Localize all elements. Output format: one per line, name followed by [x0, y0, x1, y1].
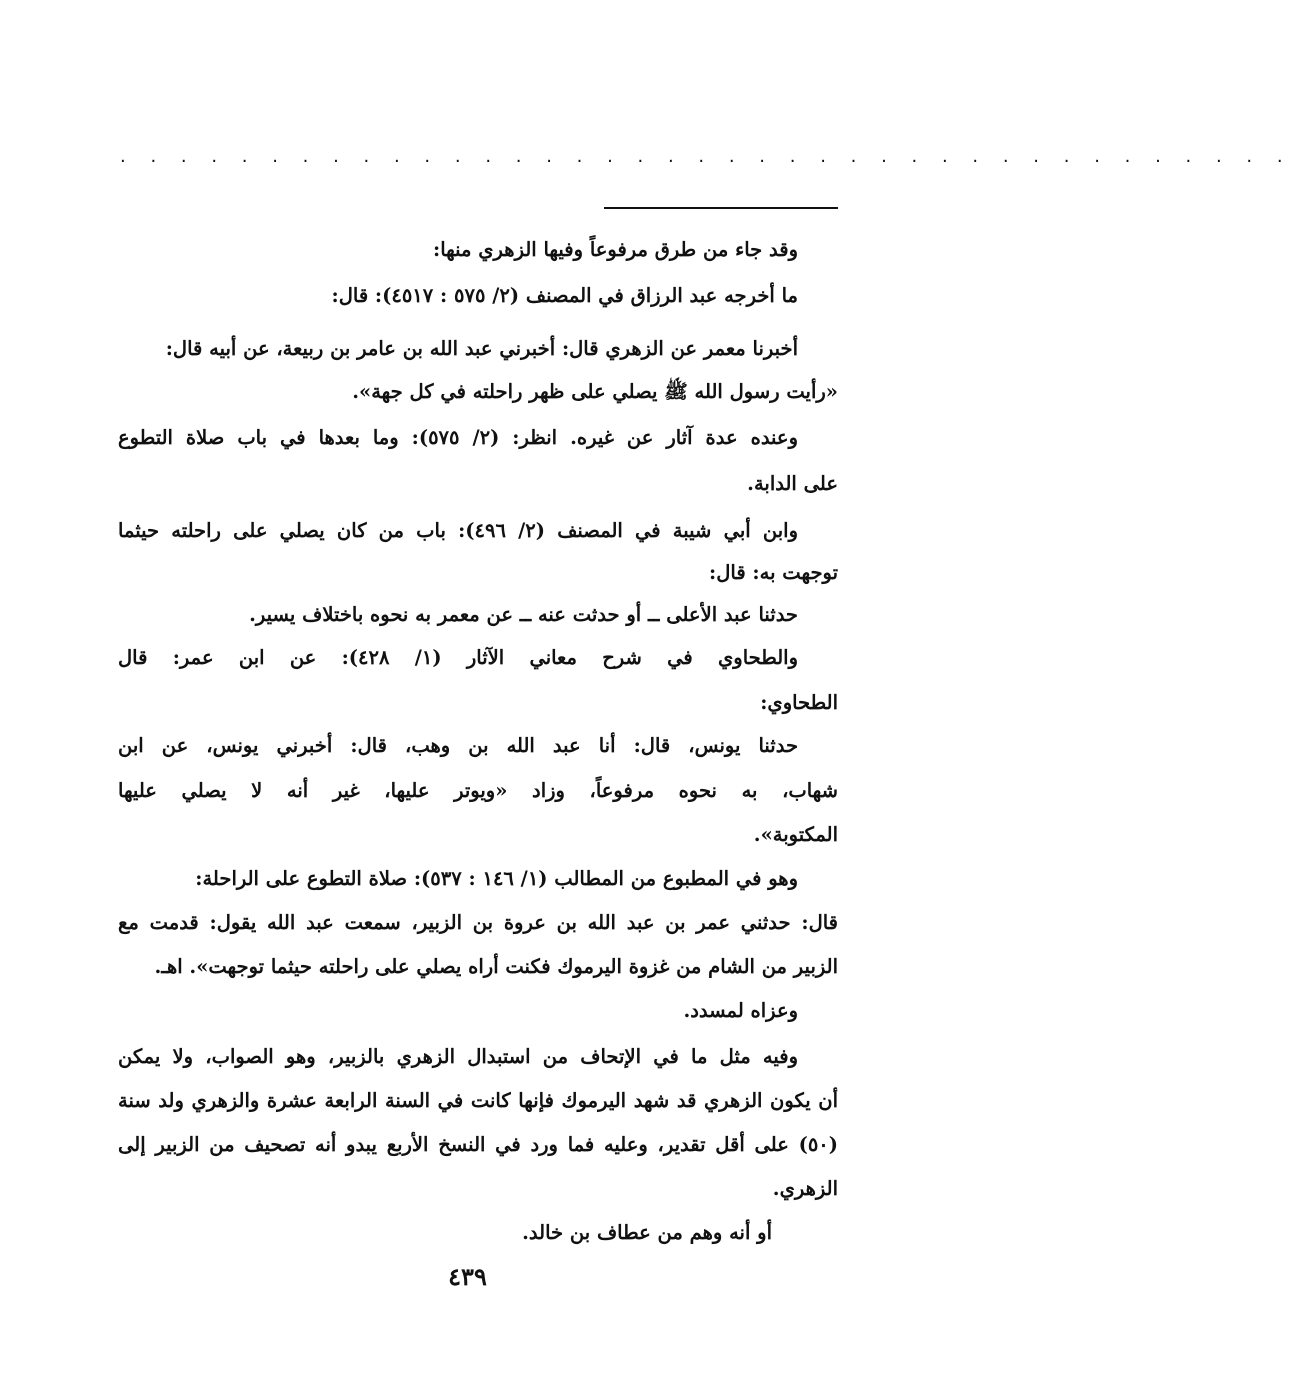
- text-line: حدثنا يونس، قال: أنا عبد الله بن وهب، قال: أخبرني يونس، عن ابن: [118, 734, 798, 757]
- text-line: توجهت به: قال:: [709, 561, 838, 584]
- text-line: وقد جاء من طرق مرفوعاً وفيها الزهري منها:: [433, 238, 798, 261]
- text-line: وابن أبي شيبة في المصنف (٢/ ٤٩٦): باب من كان يصلي على راحلته حيثما: [118, 519, 798, 542]
- page-number: ٤٣٩: [448, 1262, 487, 1291]
- text-line: المكتوبة».: [753, 823, 838, 846]
- footnote-separator-rule: [604, 207, 838, 209]
- text-line: وعنده عدة آثار عن غيره. انظر: (٢/ ٥٧٥): وما بعدها في باب صلاة التطوع: [118, 426, 798, 449]
- header-dotted-line: . . . . . . . . . . . . . . . . . . . . . . . . . . . . . . . . . . . . . . .: [120, 146, 1292, 167]
- text-line: والطحاوي في شرح معاني الآثار (١/ ٤٢٨): عن ابن عمر: قال: [118, 646, 798, 669]
- text-line: (٥٠) على أقل تقدير، وعليه فما ورد في النسخ الأربع يبدو أنه تصحيف من الزبير إلى: [118, 1133, 838, 1156]
- text-line: وفيه مثل ما في الإتحاف من استبدال الزهري بالزبير، وهو الصواب، ولا يمكن: [118, 1045, 798, 1068]
- text-line: وعزاه لمسدد.: [683, 999, 798, 1022]
- text-line: أن يكون الزهري قد شهد اليرموك فإنها كانت في السنة الرابعة عشرة والزهري ولد سنة: [118, 1089, 838, 1112]
- text-line: ما أخرجه عبد الرزاق في المصنف (٢/ ٥٧٥ : ٤٥١٧): قال:: [331, 284, 798, 307]
- text-line: الطحاوي:: [760, 691, 838, 714]
- text-line: قال: حدثني عمر بن عبد الله بن عروة بن الزبير، سمعت عبد الله يقول: قدمت مع: [118, 911, 838, 934]
- text-line: «رأيت رسول الله ﷺ يصلي على ظهر راحلته في كل جهة».: [352, 380, 838, 403]
- text-line: أو أنه وهم من عطاف بن خالد.: [522, 1221, 772, 1244]
- text-line: شهاب، به نحوه مرفوعاً، وزاد «ويوتر عليها، غير أنه لا يصلي عليها: [118, 779, 838, 802]
- text-line: أخبرنا معمر عن الزهري قال: أخبرني عبد الله بن عامر بن ربيعة، عن أبيه قال:: [165, 337, 798, 360]
- text-line: حدثنا عبد الأعلى ــ أو حدثت عنه ــ عن معمر به نحوه باختلاف يسير.: [249, 603, 798, 626]
- text-line: الزبير من الشام من غزوة اليرموك فكنت أراه يصلي على راحلته حيثما توجهت». اهـ.: [154, 955, 838, 978]
- text-line: على الدابة.: [747, 472, 838, 495]
- text-line: وهو في المطبوع من المطالب (١/ ١٤٦ : ٥٣٧): صلاة التطوع على الراحلة:: [195, 867, 798, 890]
- text-line: الزهري.: [772, 1177, 838, 1200]
